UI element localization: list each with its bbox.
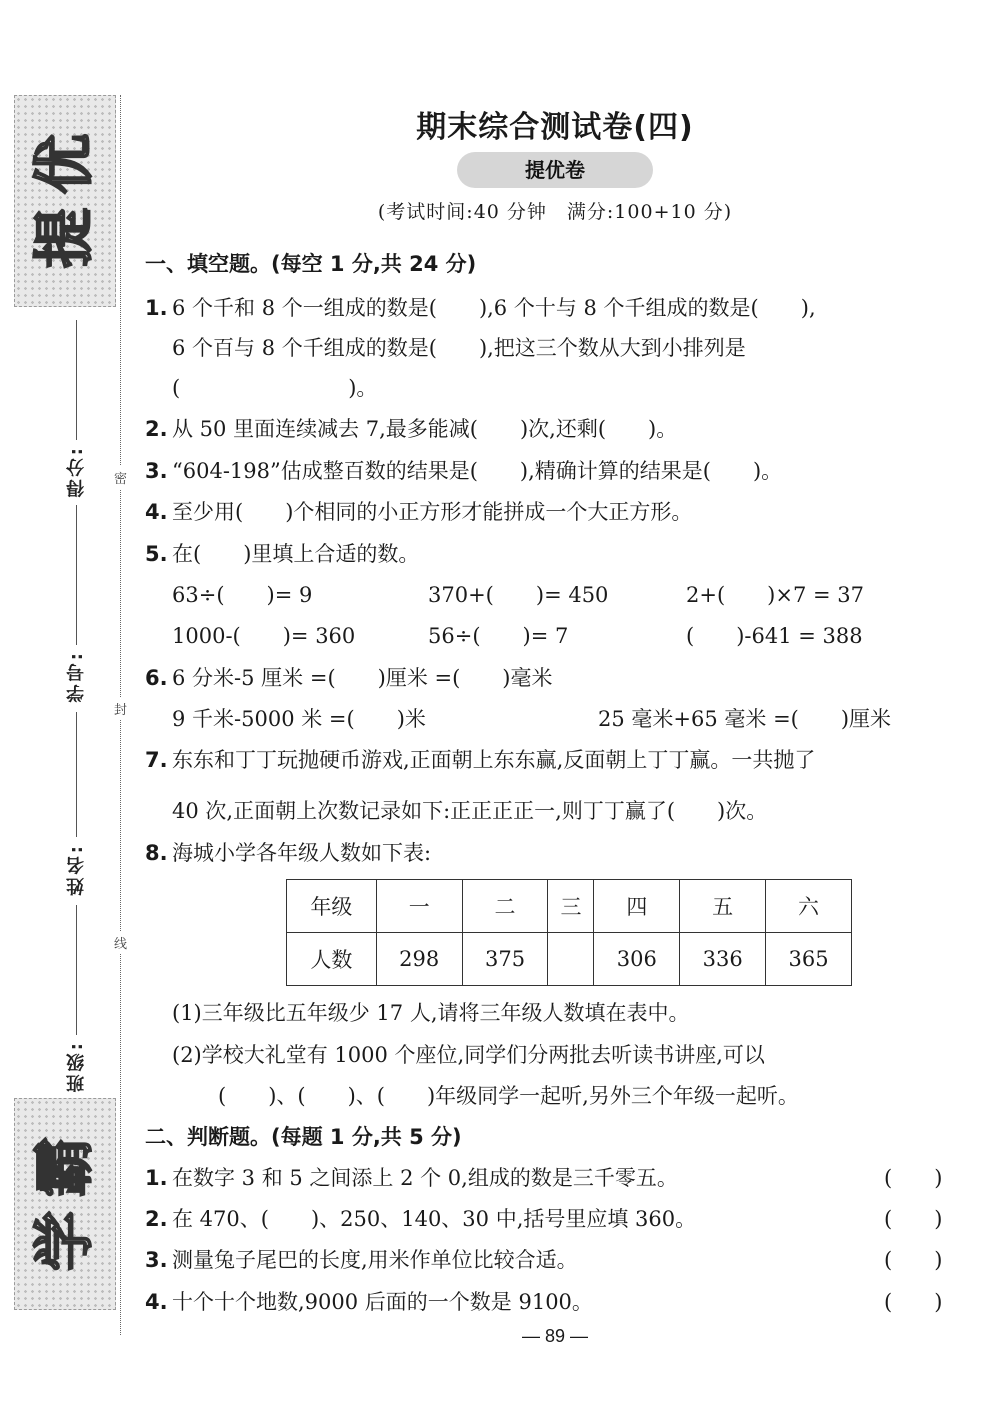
student-id-label: 学号: [66, 650, 87, 703]
question-number: 3. [145, 459, 168, 483]
table-cell: 298 [376, 933, 462, 986]
question-number: 6. [145, 666, 168, 690]
question-number: 4. [145, 500, 168, 524]
equation: 63÷( )= 9 [172, 583, 313, 607]
question-text: 测量兔子尾巴的长度,用米作单位比较合适。 [172, 1248, 578, 1272]
name-field [62, 843, 92, 895]
stamp-char: 优 [30, 134, 100, 194]
table-cell: 306 [594, 933, 680, 986]
page-title: 期末综合测试卷(四) [416, 110, 694, 145]
question-number: 1. [145, 296, 168, 320]
table-header-cell: 一 [376, 880, 462, 933]
question-text: 6 个千和 8 个一组成的数是( ),6 个十与 8 个千组成的数是( ), [172, 296, 816, 320]
grade-table [286, 879, 852, 986]
question-text: 25 毫米+65 毫米 =( )厘米 [598, 707, 892, 731]
question-number: 5. [145, 542, 168, 566]
equation: 370+( )= 450 [428, 583, 609, 607]
question-text: 东东和丁丁玩抛硬币游戏,正面朝上东东赢,反面朝上丁丁赢。一共抛了 [172, 748, 816, 772]
student-id-line [76, 505, 77, 645]
table-cell: 375 [462, 933, 548, 986]
question-text: 6 分米-5 厘米 =( )厘米 =( )毫米 [172, 666, 553, 690]
score-line [76, 320, 77, 440]
question-number: 1. [145, 1166, 168, 1190]
question-text: 6 个百与 8 个千组成的数是( ),把这三个数从大到小排列是 [172, 336, 746, 360]
stamp-char: 提 [30, 208, 100, 268]
class-line [76, 905, 77, 1035]
student-id-field [62, 650, 92, 702]
seal-char-xian: 线 [113, 931, 128, 954]
score-label: 得分: [66, 445, 87, 498]
equation: 1000-( )= 360 [172, 624, 356, 648]
page-number: — 89 — [521, 1326, 589, 1346]
sub-question: ( )、( )、( )年级同学一起听,另外三个年级一起听。 [218, 1084, 799, 1108]
question-text: 十个十个地数,9000 后面的一个数是 9100。 [172, 1290, 593, 1314]
answer-bracket[interactable]: ( ) [884, 1248, 943, 1272]
table-header-cell: 四 [594, 880, 680, 933]
answer-bracket[interactable]: ( ) [884, 1290, 943, 1314]
question-number: 4. [145, 1290, 168, 1314]
score-field [62, 445, 92, 497]
table-header-cell: 三 [548, 880, 594, 933]
table-row [287, 880, 852, 933]
table-header-cell: 五 [680, 880, 766, 933]
question-text: 在数字 3 和 5 之间添上 2 个 0,组成的数是三千零五。 [172, 1166, 678, 1190]
table-cell: 336 [680, 933, 766, 986]
question-text: 海城小学各年级人数如下表: [172, 841, 432, 865]
question-number: 2. [145, 1207, 168, 1231]
table-cell: 365 [766, 933, 852, 986]
answer-bracket[interactable]: ( ) [884, 1166, 943, 1190]
seal-char-feng: 封 [113, 697, 128, 720]
exam-info: (考试时间:40 分钟 满分:100+10 分) [377, 201, 733, 223]
question-number: 8. [145, 841, 168, 865]
stamp-char: 霸 [30, 1137, 100, 1197]
difficulty-badge: 提优卷 [457, 152, 653, 188]
question-number: 2. [145, 417, 168, 441]
stamp-char: 学 [30, 1211, 100, 1271]
table-row [287, 933, 852, 986]
question-text: 9 千米-5000 米 =( )米 [172, 707, 426, 731]
equation: ( )-641 = 388 [686, 624, 863, 648]
sub-question: (1)三年级比五年级少 17 人,请将三年级人数填在表中。 [172, 1001, 690, 1025]
question-number: 3. [145, 1248, 168, 1272]
section-heading: 一、填空题。(每空 1 分,共 24 分) [145, 252, 477, 276]
seal-char-mi: 密 [113, 466, 128, 489]
section-heading: 二、判断题。(每题 1 分,共 5 分) [145, 1125, 462, 1149]
question-text: 40 次,正面朝上次数记录如下:正正正正一,则丁丁赢了( )次。 [172, 799, 768, 823]
name-line [76, 712, 77, 837]
answer-bracket[interactable]: ( ) [884, 1207, 943, 1231]
question-text: 从 50 里面连续减去 7,最多能减( )次,还剩( )。 [172, 417, 678, 441]
table-cell-blank[interactable] [548, 933, 594, 986]
question-text: 在( )里填上合适的数。 [172, 542, 420, 566]
class-field [62, 1040, 92, 1092]
name-label: 姓名: [66, 843, 87, 896]
equation: 56÷( )= 7 [428, 624, 569, 648]
question-text: 在 470、( )、250、140、30 中,括号里应填 360。 [172, 1207, 697, 1231]
question-text: “604-198”估成整百数的结果是( ),精确计算的结果是( )。 [172, 459, 783, 483]
class-label: 班级: [66, 1040, 87, 1093]
equation: 2+( )×7 = 37 [686, 583, 864, 607]
sub-question: (2)学校大礼堂有 1000 个座位,同学们分两批去听读书讲座,可以 [172, 1043, 765, 1067]
question-text: 至少用( )个相同的小正方形才能拼成一个大正方形。 [172, 500, 693, 524]
table-cell: 人数 [287, 933, 377, 986]
table-header-cell: 六 [766, 880, 852, 933]
question-number: 7. [145, 748, 168, 772]
question-text: ( )。 [172, 376, 378, 400]
table-header-cell: 二 [462, 880, 548, 933]
table-header-cell: 年级 [287, 880, 377, 933]
bottom-stamp [14, 1098, 116, 1310]
